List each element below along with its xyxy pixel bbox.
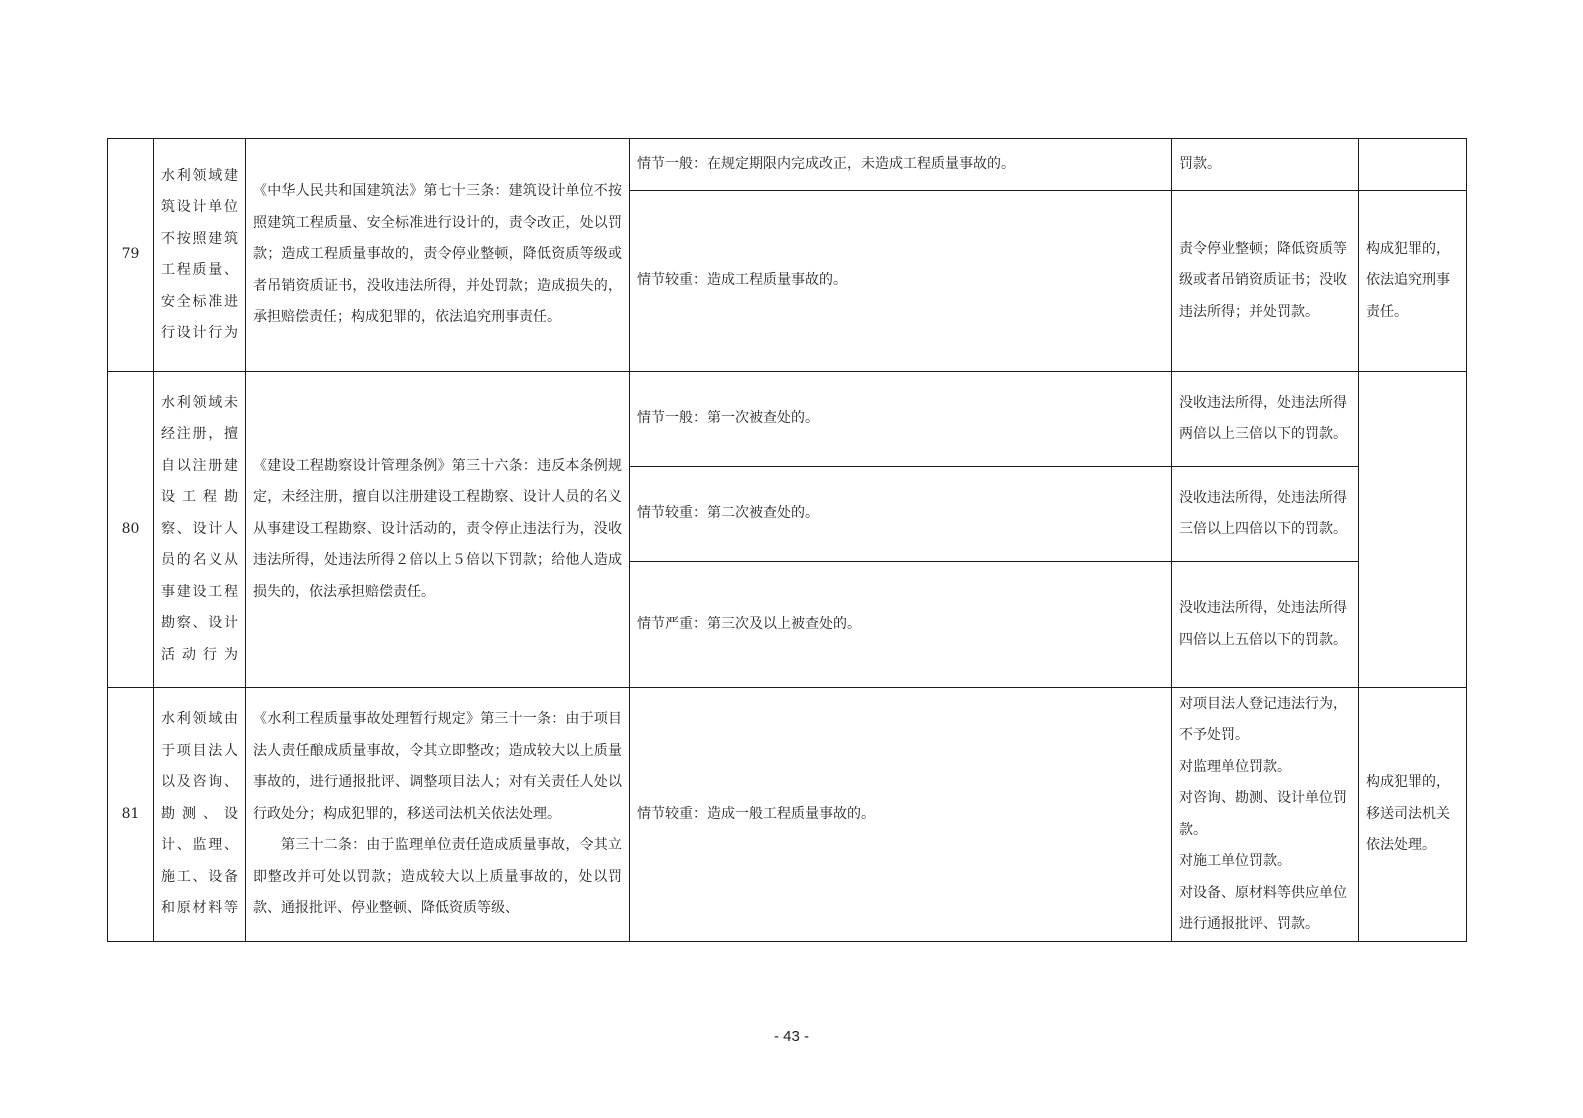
penalty-cell [1172, 562, 1359, 688]
table-row [108, 139, 1467, 191]
table-row [108, 688, 1467, 942]
penalty-line: 对项目法人登记违法行为，不予处罚。 [1179, 695, 1347, 743]
circumstance-cell: 情节较重：造成一般工程质量事故的。 [630, 688, 1172, 942]
penalty-line: 对施工单位罚款。 [1179, 853, 1291, 869]
legal-basis-paragraph: 《建设工程勘察设计管理条例》第三十六条：违反本条例规定，未经注册，擅自以注册建设工程勘察、设计人员的名义从事建设工程勘察、设计活动的，责令停止违法行为，没收违法所得，处违法所得２倍以上５倍以下罚款；给他人造成损失的，依法承担赔偿责任。 [253, 457, 622, 600]
penalty-line: 对咨询、勘测、设计单位罚款。 [1179, 790, 1347, 838]
penalty-line: 没收违法所得，处违法所得两倍以上三倍以下的罚款。 [1179, 394, 1347, 442]
violation-item: 水利领域建筑设计单位不按照建筑工程质量、安全标准进行设计行为 [154, 139, 246, 372]
circumstance-cell: 情节较重：造成工程质量事故的。 [630, 191, 1172, 372]
remark-cell [1359, 372, 1467, 688]
penalty-line: 对设备、原材料等供应单位进行通报批评、罚款。 [1179, 884, 1347, 932]
remark-cell [1359, 139, 1467, 191]
penalty-line: 没收违法所得，处违法所得三倍以上四倍以下的罚款。 [1179, 489, 1347, 537]
penalty-cell [1172, 139, 1359, 191]
violation-item: 水利领域由于项目法人以及咨询、勘测、设计、监理、施工、设备和原材料等 [154, 688, 246, 942]
penalty-cell [1172, 372, 1359, 467]
legal-basis [246, 372, 630, 688]
circumstance-cell: 情节一般：第一次被查处的。 [630, 372, 1172, 467]
penalty-cell [1172, 191, 1359, 372]
legal-basis-paragraph: 《水利工程质量事故处理暂行规定》第三十一条：由于项目法人责任酿成质量事故，令其立即整改；造成较大以上质量事故的，进行通报批评、调整项目法人；对有关责任人处以行政处分；构成犯罪的，移送司法机关依法处理。 [253, 711, 622, 822]
penalty-line: 没收违法所得，处违法所得四倍以上五倍以下的罚款。 [1179, 600, 1347, 648]
circumstance-cell: 情节严重：第三次及以上被查处的。 [630, 562, 1172, 688]
legal-basis [246, 688, 630, 942]
legal-basis-paragraph: 第三十二条：由于监理单位责任造成质量事故，令其立即整改并可处以罚款；造成较大以上质量事故的，处以罚款、通报批评、停业整顿、降低资质等级、 [253, 837, 622, 917]
legal-basis [246, 139, 630, 372]
penalty-line: 对监理单位罚款。 [1179, 758, 1291, 775]
remark-cell: 构成犯罪的，依法追究刑事责任。 [1359, 191, 1467, 372]
row-number: 79 [108, 139, 154, 372]
violation-item: 水利领域未经注册，擅自以注册建设工程勘察、设计人员的名义从事建设工程勘察、设计活动行为 [154, 372, 246, 688]
row-number: 81 [108, 688, 154, 942]
penalty-cell [1172, 467, 1359, 562]
circumstance-cell: 情节一般：在规定期限内完成改正，未造成工程质量事故的。 [630, 139, 1172, 191]
regulation-table [107, 138, 1467, 942]
penalty-line: 罚款。 [1179, 155, 1221, 172]
circumstance-cell: 情节较重：第二次被查处的。 [630, 467, 1172, 562]
remark-cell: 构成犯罪的，移送司法机关依法处理。 [1359, 688, 1467, 942]
table-row [108, 372, 1467, 467]
penalty-line: 责令停业整顿；降低资质等级或者吊销资质证书；没收违法所得；并处罚款。 [1179, 240, 1347, 320]
legal-basis-paragraph: 《中华人民共和国建筑法》第七十三条：建筑设计单位不按照建筑工程质量、安全标准进行设计的，责令改正，处以罚款；造成工程质量事故的，责令停业整顿，降低资质等级或者吊销资质证书，没收违法所得，并处罚款；造成损失的，承担赔偿责任；构成犯罪的，依法追究刑事责任。 [253, 183, 622, 326]
row-number: 80 [108, 372, 154, 688]
page-number: - 43 - [773, 1028, 809, 1045]
penalty-cell [1172, 688, 1359, 942]
